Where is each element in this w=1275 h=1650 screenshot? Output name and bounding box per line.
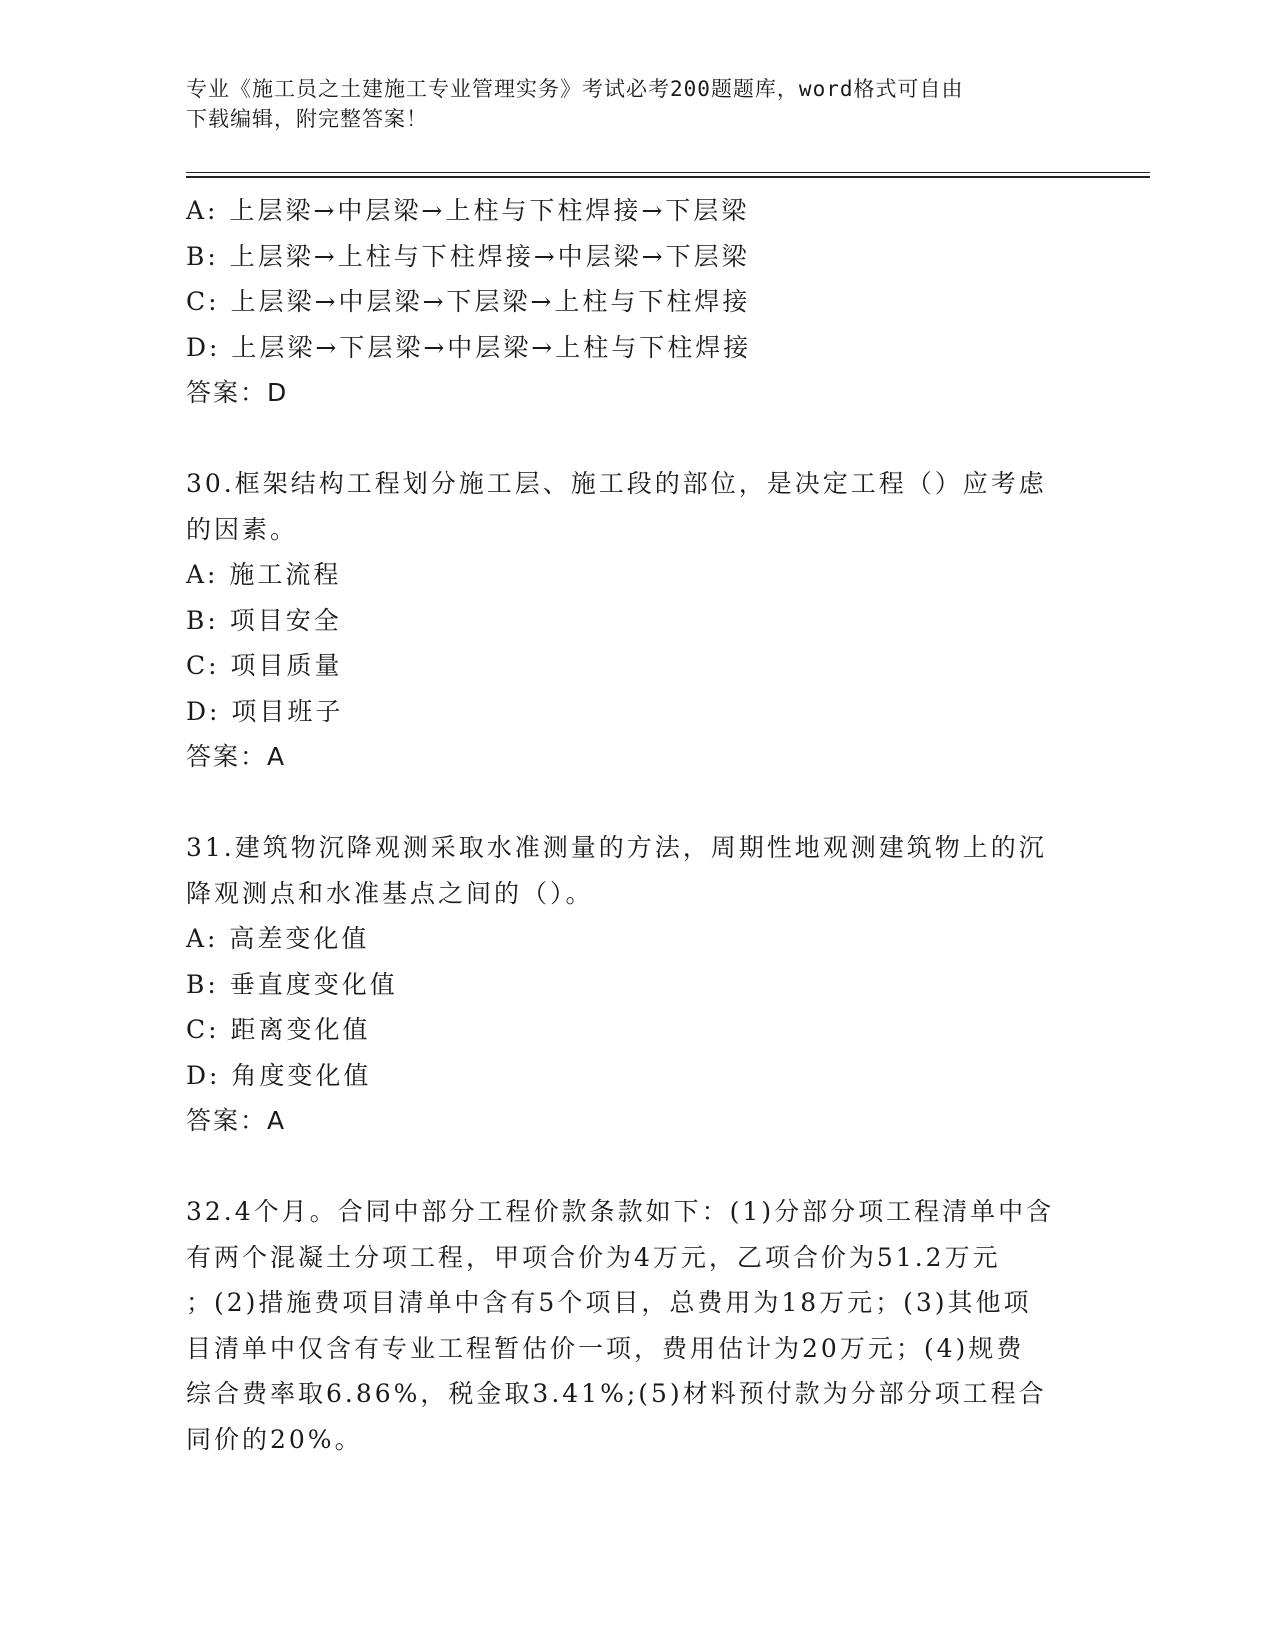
option-b: B: 垂直度变化值 [186, 969, 398, 999]
question-stem-line: 32.4个月。合同中部分工程价款条款如下：(1)分部分项工程清单中含 [186, 1197, 1055, 1226]
option-a: A: 高差变化值 [186, 924, 370, 953]
spacer [186, 416, 1086, 462]
question-stem-line: 综合费率取6.86%，税金取3.41%;(5)材料预付款为分部分项工程合 [186, 1379, 1047, 1408]
spacer [186, 780, 1086, 826]
question-stem-line: 30.框架结构工程划分施工层、施工段的部位，是决定工程（）应考虑 [186, 469, 1047, 498]
header-line-1: 专业《施工员之土建施工专业管理实务》考试必考200题题库，word格式可自由 [186, 77, 964, 101]
question-stem-line: 31.建筑物沉降观测采取水准测量的方法，周期性地观测建筑物上的沉 [186, 833, 1047, 862]
option-d: D: 项目班子 [186, 696, 344, 726]
header-rule-top [186, 172, 1150, 173]
question-32 [186, 1189, 1086, 1462]
option-a: A: 上层梁→中层梁→上柱与下柱焊接→下层梁 [186, 196, 750, 225]
question-stem-line: 同价的20%。 [186, 1424, 363, 1454]
question-stem-line: 降观测点和水准基点之间的（）。 [186, 878, 594, 908]
option-a: A: 施工流程 [186, 560, 342, 589]
document-header [186, 74, 1066, 134]
option-b: B: 项目安全 [186, 605, 342, 635]
option-d: D: 上层梁→下层梁→中层梁→上柱与下柱焊接 [186, 332, 752, 362]
answer-line: 答案：D [186, 378, 289, 407]
option-c: C: 项目质量 [186, 651, 343, 680]
header-line-2: 下载编辑，附完整答案！ [186, 107, 428, 131]
question-stem-line: ；(2)措施费项目清单中含有5个项目，总费用为18万元；(3)其他项 [186, 1288, 1032, 1317]
answer-line: 答案：A [186, 1106, 287, 1135]
question-stem-line: 的因素。 [186, 514, 299, 544]
question-29 [186, 188, 1086, 416]
question-stem-line: 有两个混凝土分项工程，甲项合价为4万元，乙项合价为51.2万元 [186, 1242, 1001, 1272]
question-30 [186, 461, 1086, 780]
option-b: B: 上层梁→上柱与下柱焊接→中层梁→下层梁 [186, 241, 750, 271]
option-c: C: 上层梁→中层梁→下层梁→上柱与下柱焊接 [186, 287, 751, 316]
spacer [186, 1144, 1086, 1190]
option-c: C: 距离变化值 [186, 1015, 371, 1044]
answer-line: 答案：A [186, 742, 287, 771]
question-content [186, 188, 1086, 1462]
option-d: D: 角度变化值 [186, 1060, 372, 1090]
question-stem-line: 目清单中仅含有专业工程暂估价一项，费用估计为20万元；(4)规费 [186, 1333, 1025, 1363]
header-rule-bottom [186, 176, 1150, 178]
question-31 [186, 825, 1086, 1144]
